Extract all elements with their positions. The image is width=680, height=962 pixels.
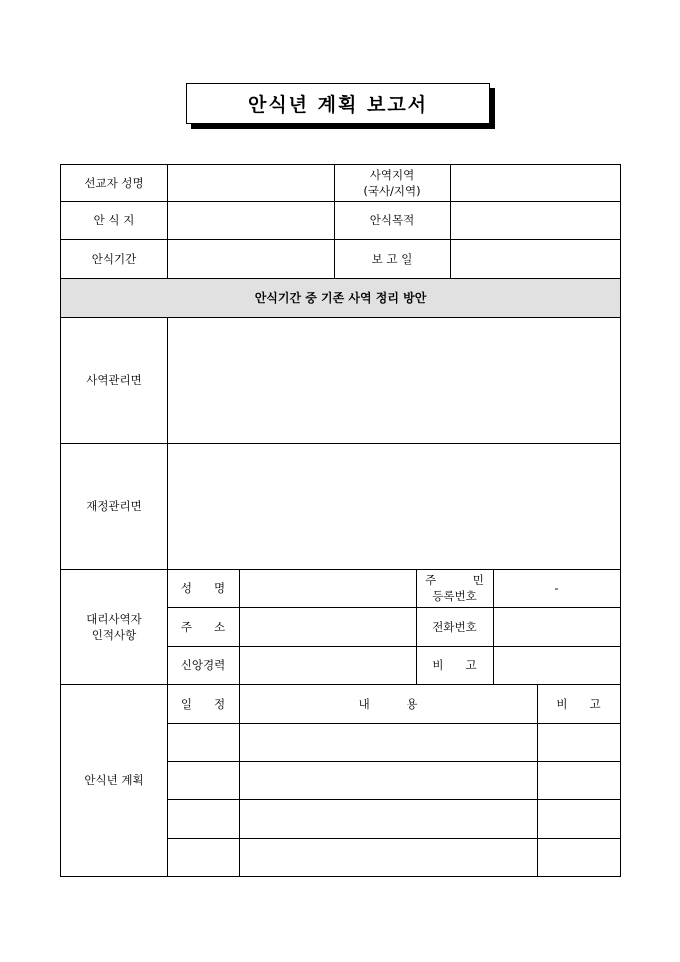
report-form: [60, 164, 621, 877]
proxy-id-field[interactable]: -: [554, 581, 559, 595]
missionary-name-label: 선교자 성명: [84, 176, 144, 190]
proxy-minister-label: [61, 569, 167, 684]
plan-note-field[interactable]: [538, 762, 619, 798]
proxy-name-label: 성 명: [180, 581, 226, 595]
plan-schedule-field[interactable]: [168, 762, 238, 798]
plan-note-field[interactable]: [538, 800, 619, 837]
proxy-note-label: 비 고: [432, 658, 477, 672]
ministry-region-label-line2: (국사/지역): [363, 184, 421, 198]
ministry-region-label-line1: 사역지역: [369, 168, 415, 182]
finance-management-label: 재정관리면: [86, 499, 142, 513]
plan-schedule-field[interactable]: [168, 839, 238, 875]
plan-schedule-field[interactable]: [168, 800, 238, 837]
content-header: 내 용: [358, 696, 418, 711]
proxy-note-field[interactable]: [494, 647, 619, 683]
plan-note-field[interactable]: [538, 839, 619, 875]
missionary-name-field[interactable]: [168, 166, 333, 200]
schedule-header: 일 정: [180, 696, 226, 711]
proxy-address-field[interactable]: [240, 608, 415, 645]
proxy-name-field[interactable]: [240, 570, 415, 606]
ministry-region-label: [334, 165, 450, 201]
plan-content-field[interactable]: [240, 724, 536, 760]
plan-content-field[interactable]: [240, 800, 536, 837]
sabbatical-place-label: 안 식 지: [93, 213, 135, 227]
proxy-address-label: 주 소: [180, 619, 226, 634]
proxy-career-field[interactable]: [240, 647, 415, 683]
sabbatical-place-field[interactable]: [168, 202, 333, 238]
proxy-career-label: 신앙경력: [180, 658, 226, 672]
proxy-id-label: [416, 569, 493, 607]
report-date-label: 보 고 일: [371, 251, 413, 266]
report-date-field[interactable]: [451, 240, 619, 277]
sabbatical-period-field[interactable]: [168, 240, 333, 277]
ministry-region-field[interactable]: [451, 166, 619, 200]
note-header: 비 고: [556, 696, 601, 711]
sabbatical-period-label: 안식기간: [91, 251, 137, 266]
ministry-management-field[interactable]: [168, 318, 619, 442]
plan-content-field[interactable]: [240, 762, 536, 798]
document-title: 안식년 계획 보고서: [186, 83, 490, 124]
plan-content-field[interactable]: [240, 839, 536, 875]
proxy-id-label-line2: 등록번호: [432, 589, 477, 603]
proxy-phone-label: 전화번호: [432, 619, 477, 634]
sabbatical-plan-label: 안식년 계획: [84, 773, 144, 787]
proxy-minister-label-line1: 대리사역자: [86, 611, 142, 626]
proxy-id-label-line1: 주 민: [425, 573, 484, 587]
proxy-phone-field[interactable]: [494, 608, 619, 645]
sabbatical-purpose-field[interactable]: [451, 202, 619, 238]
plan-schedule-field[interactable]: [168, 724, 238, 760]
finance-management-field[interactable]: [168, 444, 619, 568]
plan-note-field[interactable]: [538, 724, 619, 760]
sabbatical-purpose-label: 안식목적: [369, 213, 415, 227]
section-heading: 안식기간 중 기존 사역 정리 방안: [254, 290, 427, 305]
ministry-management-label: 사역관리면: [86, 373, 142, 387]
proxy-minister-label-line2: 인적사항: [91, 627, 137, 642]
